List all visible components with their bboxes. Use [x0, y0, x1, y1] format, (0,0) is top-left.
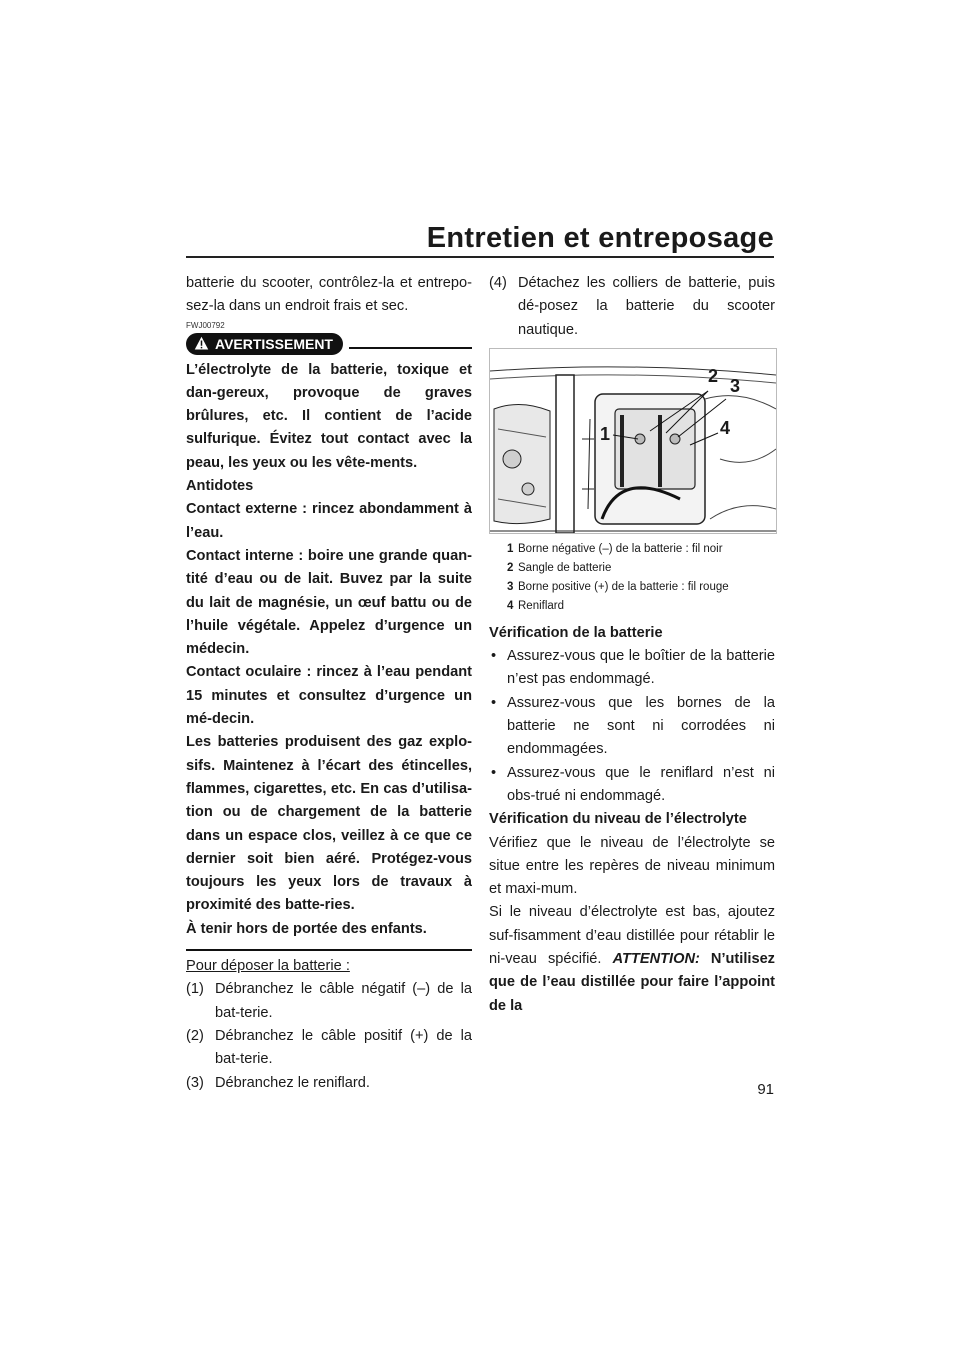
- bullet-item: [489, 762, 775, 809]
- warning-paragraph: Contact externe : rincez abondamment à l’eau.: [186, 501, 472, 541]
- warning-paragraph: Antidotes: [186, 478, 254, 495]
- section-heading: Vérification du niveau de l’électrolyte: [489, 811, 747, 828]
- right-column: [489, 272, 775, 1018]
- warning-label: AVERTISSEMENT: [215, 335, 333, 352]
- attention-text: N’utilisez que de l’eau distillée pour faire l’appoint de la: [489, 951, 775, 1014]
- warning-triangle-icon: [194, 336, 209, 351]
- bullet-mark: •: [491, 764, 497, 781]
- step-item: [489, 272, 775, 342]
- legend-item: 3 Borne positive (+) de la batterie : fil rouge: [507, 580, 729, 593]
- warning-end-rule: [186, 949, 472, 951]
- bullet-item: [489, 645, 775, 692]
- callout-4: 4: [720, 417, 731, 438]
- step-number: (2): [186, 1027, 204, 1044]
- section-heading: Vérification de la batterie: [489, 624, 663, 641]
- bullet-mark: •: [491, 694, 497, 711]
- step-number: (4): [489, 275, 507, 291]
- page-number: 91: [757, 1081, 774, 1098]
- left-column: [186, 272, 472, 1095]
- legend-item: 1 Borne négative (–) de la batterie : fil noir: [507, 542, 723, 555]
- intro-text: batterie du scooter, contrôlez-la et entrepo-sez-la dans un endroit frais et sec.: [186, 275, 472, 315]
- legend-item: 2 Sangle de batterie: [507, 561, 612, 574]
- legend-item: 4 Reniflard: [507, 599, 565, 612]
- removal-title: Pour déposer la batterie :: [186, 958, 350, 975]
- step-number: (3): [186, 1074, 204, 1091]
- warning-header: [186, 333, 472, 355]
- step-text: Débranchez le câble positif (+) de la bat-terie.: [215, 1027, 472, 1068]
- callout-2: 2: [708, 365, 719, 386]
- step-item: [186, 1072, 472, 1095]
- bullet-text: Assurez-vous que les bornes de la batterie ne sont ni corrodées ni endommagées.: [507, 694, 775, 758]
- body-paragraph: Vérifiez que le niveau de l’électrolyte se situe entre les repères de niveau minimum et maxi-mum.: [489, 834, 775, 898]
- bullet-text: Assurez-vous que le reniflard n’est ni obs-trué ni endommagé.: [507, 764, 775, 804]
- warning-paragraph: Contact interne : boire une grande quan-tité d’eau ou de lait. Buvez par la suite du lait de magnésie, un œuf battu ou de l’huile végétale. Appelez d’urgence un médecin.: [186, 547, 472, 658]
- step-number: (1): [186, 981, 204, 998]
- header-rule: [186, 256, 774, 258]
- page-title: Entretien et entreposage: [426, 222, 774, 254]
- warning-line: [349, 347, 472, 349]
- step-item: [186, 978, 472, 1025]
- battery-figure: [489, 348, 777, 534]
- warning-paragraph: Contact oculaire : rincez à l’eau pendant 15 minutes et consultez d’urgence un mé-decin.: [186, 664, 472, 728]
- warning-badge: [186, 333, 343, 355]
- step-item: [186, 1025, 472, 1072]
- bullet-item: [489, 692, 775, 762]
- callout-3: 3: [730, 375, 741, 396]
- attention-label: ATTENTION:: [612, 951, 700, 968]
- bullet-text: Assurez-vous que le boîtier de la batterie n’est pas endommagé.: [507, 648, 775, 688]
- bullet-mark: •: [491, 648, 497, 665]
- callout-1: 1: [600, 423, 611, 444]
- figure-legend: [489, 540, 775, 616]
- warning-body: [186, 359, 472, 941]
- step-text: Débranchez le câble négatif (–) de la bat-terie.: [215, 981, 472, 1021]
- body-paragraph: Si le niveau d’électrolyte est bas, ajoutez suf-fisamment d’eau distillée pour rétablir le ni-veau spécifié. ATTENTION: N’utilisez que de l’eau distillée pour faire l’appoint de la: [489, 904, 775, 1014]
- warning-paragraph: Les batteries produisent des gaz explo-sifs. Maintenez à l’écart des étincelles, flammes, cigarettes, etc. En cas d’utilisa-tion ou de chargement de la batterie dans un espace clos, veillez à ce que ce dernier soit bien aéré. Protégez-vous toujours les yeux lors de travaux à proximité des batte-ries.: [186, 734, 472, 914]
- step-text: Détachez les colliers de batterie, puis dé-posez la batterie du scooter nautique.: [518, 275, 775, 338]
- warning-code: FWJ00792: [186, 320, 225, 330]
- warning-paragraph: À tenir hors de portée des enfants.: [186, 920, 427, 937]
- step-text: Débranchez le reniflard.: [215, 1074, 370, 1091]
- warning-paragraph: L’électrolyte de la batterie, toxique et dan-gereux, provoque de graves brûlures, etc. Il contient de l’acide sulfurique. Évitez tout contact avec la peau, les yeux ou les vête-ments.: [186, 361, 472, 471]
